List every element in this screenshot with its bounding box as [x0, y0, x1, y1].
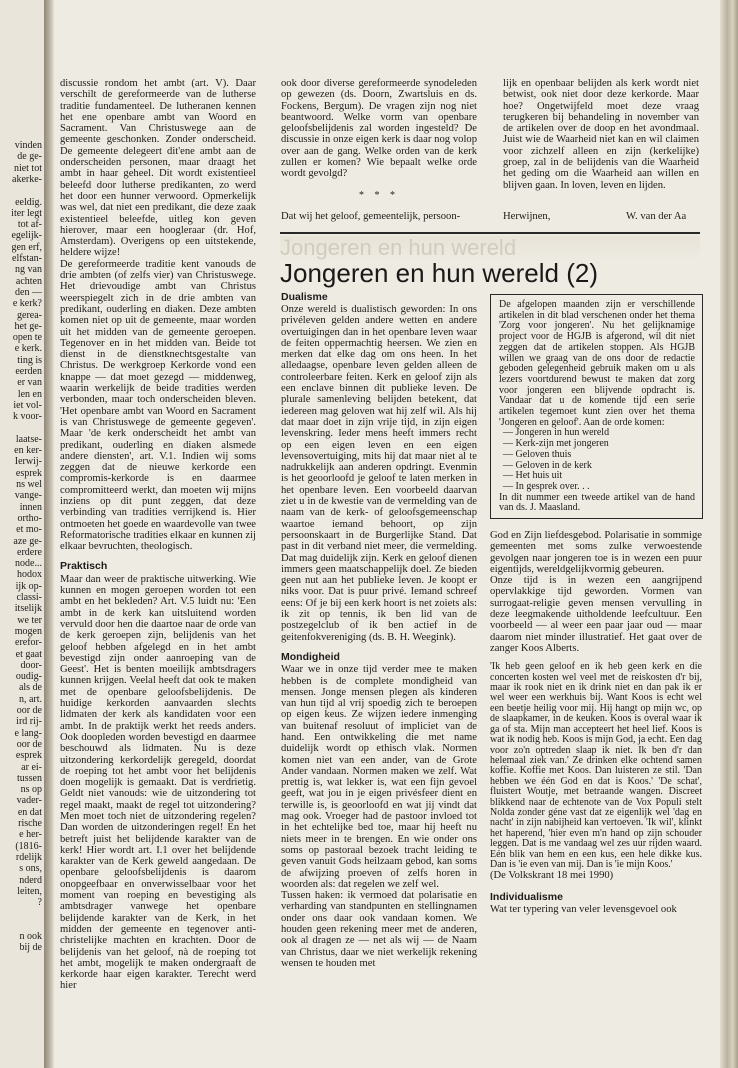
subheading-dualisme: Dualisme — [281, 291, 328, 303]
list-item: — Geloven thuis — [503, 448, 572, 460]
previous-page-line: als de — [18, 682, 42, 694]
previous-page-line: Ierwij- — [14, 456, 42, 468]
quote-source: (De Volkskrant 18 mei 1990) — [490, 870, 614, 882]
box-outro: In dit nummer een tweede artikel van de hand van ds. J. Maasland. — [499, 491, 695, 514]
list-item: — Jongeren in hun wereld — [503, 427, 610, 439]
previous-page-line: open te — [12, 332, 42, 344]
previous-page-line: oudig- — [15, 671, 42, 683]
previous-page-line: ortho- — [17, 512, 42, 524]
previous-page-line: e her- — [19, 829, 42, 841]
previous-page-line: achten — [15, 275, 42, 287]
page-edge — [720, 0, 738, 1068]
article-title: Jongeren en hun wereld (2) — [280, 258, 598, 288]
list-item: — Geloven in de kerk — [503, 459, 592, 471]
previous-page-line: vange- — [14, 490, 42, 502]
box-intro: De afgelopen maanden zijn er verschillende artikelen in dit blad verschenen onder het thema 'Zorg voor jongeren'. Nu het gelijknamige project voor de HGJB is afgerond, wil dit niet zeggen dat de artikelen stoppen. Als HGJB willen we graag van de ons door de redactie geboden gelegenheid gebruik maken om u als lezers voortdurend bewust te maken dat zorg voor jongeren een blijvende opdracht is. Vandaar dat u de komende tijd een serie artikelen tegemoet kunt zien over het thema 'Jongeren en geloof'. Aan de orde komen: — [499, 299, 695, 428]
previous-page-line: vinden — [14, 140, 42, 151]
previous-page-line: ng van — [15, 264, 42, 276]
previous-page-line: erdere — [17, 546, 42, 558]
paragraph: Onze tijd is in wezen een aangrijpend opervlakkige tijd geworden. Vormen van surrogaat-religie geven mensen vervulling in deze leegmakende uitholdende leefcultuur. Een voorbeeld — al weer een paar jaar oud — maar daarom niet minder illustratief. Het gaat over de zanger Koos Alberts. — [490, 575, 702, 654]
previous-page-edge — [0, 0, 45, 1068]
subheading-praktisch: Praktisch — [60, 560, 108, 573]
previous-page-line: eerden — [15, 366, 42, 377]
paragraph: Maar dan weer de praktische uitwerking. Wie kunnen en mogen geroepen worden tot een ambt en het bekleden? Art. V.5 luidt nu: 'Een ambt in de kerk kan uitsluitend worden vervuld door hen die daartoe naar de orde van de kerk geroepen zijn, belijdenis van het geloof hebben afgelegd en in het ambt bevestigd zijn onder aanroeping van de Geest'. Het is benten moeilijk ambtsdragers kunnen krijgen. Veelal heeft dat ook te maken met de openbare geloofsbelijdenis. De huidige kerkorden aanvaarden slechts lidmaten der kerk als kandidaten voor een ambt. In de praktijk werkt het reeds anders. Ook doopleden worden bevestigd en daarmee beschouwd als lidmaten. Nu is deze uitzondering kerkordelijk geregeld, doordat de roeping tot het ambt voor het belijdenis doen mogelijk is gemaakt. Dat is verdrietig. Geldt niet vanouds: wie de uitzondering tot regel maakt, maakt de regel tot uitzondering? Men moet toch niet de uitzondering regelen? Dan worden de uitzonderingen regel! En het betreft juist het belijdende karakter van de kerk! Hier wordt art. I.1 over het belijdende karakter van de Kerk geweld aangedaan. De openbare geloofsbelijdenis is daarom onopgeefbaar en onverwisselbaar voor het moment van roeping en bevestiging als ambtsdrager vanwege het openbare belijdende karakter van de Kerk, in het midden der gemeente en tegenover anti-christelijke machten en krachten. Door de belijdenis van het geloof, nà de roeping tot het ambt, mogelijk te maken ondergraaft de kerkorde haar eigen karakter. Terecht werd hier — [60, 573, 256, 992]
previous-page-line: aze ge- — [13, 535, 42, 547]
previous-page-line: door- — [20, 659, 42, 671]
column-middle-top — [281, 78, 477, 213]
topic-list — [499, 428, 695, 492]
quote: 'Ik heb geen geloof en ik heb geen kerk en die concerten kosten wel veel met de reiskosten d'r bij, maar ik rook niet en ik drink niet en dan pak ik er wel weer een werkhuis bij. Want Koos is echt wel een beetje heilig voor mij. Hij hangt op mijn wc, op de slaapkamer, in de keuken. Koos is overal waar ik ga of sta. Mijn man accepteert het heel lief. Koos is wat ik nodig heb. Koos is mijn God, ja echt. Een dag voor zo'n optreden slaap ik niet. Ik ben d'r dan helemaal ziek van.' Ze drinken elke ochtend samen koffie. Koffie met Koos. Dan luisteren ze stil. 'Dan hebben we één God en dat is Koos.' 'De schat', fluistert Woutje, met betraande wangen. Discreet blikkend naar de echtenote van de Vox Populi stelt Nolda zonder géne vast dat ze eigenlijk wel 'dag en nacht' in zijn nabijheid kan vertoeven. 'Ik wil', klinkt het haperend, 'hier even m'n hand op zijn schouder leggen. Dat is me vandaag wel zes uur rijden waard. Eén blik van hem en een kus, een hele dikke kus. Dan is 'ie even van mij. Dan is 'ie mijn Koos.' — [490, 661, 702, 870]
previous-page-line: egelijk- — [11, 230, 42, 242]
previous-page-line: iet vol- — [13, 399, 42, 411]
paragraph: God en Zijn liefdesgebod. Polarisatie in sommige gemeenten met soms zulke verwoestende gevolgen naar jongeren toe is in wezen een puur eigentijds, wereldgelijkvormig gebeuren. — [490, 530, 702, 575]
previous-page-line: en dat — [17, 806, 42, 818]
previous-page-line: e kerk. — [14, 343, 42, 355]
column-middle-foot: Dat wij het geloof, gemeentelijk, persoon- — [281, 211, 461, 222]
paragraph: discussie rondom het ambt (art. V). Daar verschilt de gereformeerde van de lutherse traditie fundamenteel. De lutheranen kennen het ene openbare ambt van Woord en Sacrament. Van Christuswege aan de gemeente geschonken. Zonder onderscheid. De gemeente delegeert dit'ene ambt aan de onderscheiden personen, maar draagt het ambt in haar geheel. Dit wordt existentieel beleefd door lutherse predikanten, zo werd het door een hunner verwoord. Opmerkelijk was wel, dat niet een predikant, die deze zaak existentieel beleefde, uitleg kon geven hierover, maar een hoogleraar (dr. Hof, Amsterdam). Overigens op een uitstekende, heldere wijze! — [60, 78, 256, 259]
previous-page-line: node... — [15, 558, 42, 570]
subheading-individualisme: Individualisme — [490, 890, 563, 903]
previous-page-line: esprek — [15, 750, 42, 762]
subheading-mondigheid: Mondigheid — [281, 650, 340, 663]
previous-page-line: elfstan- — [12, 253, 42, 264]
previous-page-line: (1816- — [15, 840, 42, 852]
previous-page-line: rische — [18, 818, 42, 829]
previous-page-line: ar ei- — [21, 761, 42, 773]
previous-page-line: len en — [17, 388, 42, 400]
previous-page-line: innen — [19, 501, 42, 513]
previous-page-line: ? — [37, 897, 42, 909]
previous-page-line: den — — [15, 286, 42, 298]
previous-page-line: n, art. — [18, 693, 42, 705]
previous-page-line: laatse- — [15, 433, 42, 445]
previous-page-line: mogen — [14, 625, 42, 637]
previous-page-line: esprek — [15, 467, 42, 479]
column-left — [60, 78, 256, 992]
previous-page-line: k voor- — [13, 411, 42, 423]
previous-page-line: ns op — [20, 784, 42, 796]
previous-page-line: en ker- — [14, 445, 42, 457]
previous-page-line: et gaat — [15, 648, 42, 660]
previous-page-line: het ge- — [14, 320, 42, 332]
previous-page-line: hodox — [17, 569, 42, 581]
place-name: Herwijnen, — [503, 211, 551, 222]
previous-page-line: iter legt — [11, 207, 42, 219]
book-spine — [44, 0, 54, 1068]
previous-page-line: er van — [17, 377, 42, 389]
section-separator: * * * — [359, 189, 399, 201]
column-right-top — [503, 78, 699, 191]
paragraph: Onze wereld is dualistisch geworden: In ons privéleven gelden andere wetten en andere overtuigingen dan in het openbare leven waar de feiten oppermachtig heersen. We zien en merken dat elke dag om ons heen. In het alledaagse, openbare leven gelden alleen de controleerbare feiten. Kerk en geloof zijn als een enclave binnen dit publieke leven. De plurale samenleving belijden betekent, dat iedereen mag geloven wat hij zelf wil. Als hij dat maar doet in zijn vrije tijd, in zijn eigen levenskring. Ieder mens heeft immers recht op een eigen leven en een eigen levensovertuiging, mits hij dat maar niet al te nadrukkelijk aan anderen opdringt. Evenmin is het geoorloofd je geloof te laten merken in het openbare leven. Een voorbeeld daarvan ziet u in de kwestie van de vermelding van de naam van de kerk- of geloofsgemeenschap waartoe iemand behoort, op zijn persoonskaart in de Burgerlijke Stand. Dat past in dit verband niet meer, die vermelding. Dat mag duidelijk zijn. Kerk en geloof dienen immers geen maatschappelijk doel. Ze bieden geen nut aan het publieke leven. Je koopt er niks voor. Dat is puur privé. Iemand schreef eens: Of je bij een kerk hoort is net zoiets als: ik zit op tennis, ik ben lid van de postzegelclub of ik ben actief in de geitenfokvereniging (ds. B. H. Weegink). — [281, 304, 477, 643]
paragraph: Waar we in onze tijd verder mee te maken hebben is de complete mondigheid van mensen. Jonge mensen plegen als kinderen van hun tijd al vrij spoedig zich te beroepen op eigen keus. Ze wijzen iedere inmenging van buitenaf resoluut of impliciet van de hand. Een ontwikkeling die met name duidelijk wordt op ethisch vlak. Normen komen niet van een ander, van de Grote Ander vandaan. Normen maken we zelf. Wat prettig is, wat lekker is, wat een fijn gevoel geeft, wat jou in je eigen privésfeer dient en terwille is, is geoorloofd en wat jij vindt dat mag ook. Vroeger had de pastoor invloed tot in het echtelijke bed toe, maar hij heeft nu niets meer in te brengen. En wie onder ons soms op pastoraal bezoek tracht leiding te geven vanuit Gods heilzaam gebod, kan soms de afwijzing proeven of zelfs horen in woorden als: dat regelen we zelf wel. — [281, 664, 477, 890]
previous-page-line: eeldig. — [15, 196, 42, 208]
previous-page-line: ting is — [17, 354, 42, 366]
previous-page-line: oor de — [16, 705, 42, 716]
author-signature: W. van der Aa — [626, 211, 687, 222]
paragraph: Wat ter typering van veler levensgevoel ook — [490, 903, 677, 915]
show-through-text: Jongeren en hun wereld — [280, 236, 700, 260]
previous-page-line: ird rij- — [16, 716, 42, 728]
info-box — [490, 294, 703, 519]
previous-page-line: classi- — [16, 592, 42, 603]
list-item: — Kerk-zijn met jongeren — [503, 438, 609, 450]
list-item: — Het huis uit — [503, 470, 563, 482]
previous-page-line: vader- — [16, 795, 42, 807]
previous-page-line: akerke- — [12, 173, 42, 185]
previous-page-line: e kerk? — [12, 298, 42, 310]
article-column-right — [490, 530, 702, 915]
list-item: — In gesprek over. . . — [503, 480, 590, 492]
divider-rule — [280, 232, 700, 234]
previous-page-line: gerea- — [17, 309, 42, 321]
paragraph: lijk en openbaar belijden als kerk wordt niet betwist, ook niet door deze kerkorde. Maar hoe? Ongetwijfeld moet deze vraag terugkeren bij behandeling in november van de artikelen over de doop en het avondmaal. Juist wie de Waarheid niet kan en wil claimen voor zichzelf alleen en zijn (kerkelijke) groep, zal in de belijdenis van die Waarheid het geding om die Waarheid aan willen en blijven gaan. In loven, leven en lijden. — [503, 78, 699, 191]
previous-page-line: gen erf, — [11, 241, 42, 253]
paragraph: Tussen haken: ik vermoed dat polarisatie en verharding van standpunten en stellingnamen onder ons daar ook vandaan komen. We houden geen rekening meer met de anderen, ook al dragen ze — net als wij — de Naam van Christus, daar we niet werkelijk rekening wensen te houden met — [281, 890, 477, 969]
magazine-page — [54, 0, 720, 1068]
previous-page-line: we ter — [17, 614, 42, 626]
previous-page-line: s ons, — [19, 863, 42, 875]
paragraph: De gereformeerde traditie kent vanouds de drie ambten (of zelfs vier) van Christuswege. Het drievoudige ambt van Christus weerspiegelt zich in de drie ambten van predikant, ouderling en diaken. Deze ambten komen niet op uit de gemeente, maar worden uit het midden van de gemeente geroepen. Tegenover en in het midden van. Beide tot dienst in de dienstknechtsgestalte van Christus. De werkgroep Kerkorde vond een knappe — dat moet gezegd — middenweg, waarin werkelijk de beide tradities werden verbonden, maar toch onderscheiden bleven. 'Het openbare ambt van Woord en Sacrament is van Christuswege de gemeente gegeven'. Maar 'de kerk onderscheidt het ambt van predikant, ouderling en diaken alsmede andere diensten', art. V.1. Indien wij soms zeggen dat de nieuwe kerkorde een compromis-kerkorde is en daarmee compromitteerd werkt, dan moeten wij mijns inziens op dit punt zeggen, dat deze verbinding van tradities verrijkend is. Hier ontmoeten het goede en waardevolle van twee Reformatorische tradities elkaar en kunnen zij elkaar bevruchten, theologisch. — [60, 258, 256, 553]
previous-page-line: itselijk — [14, 603, 42, 615]
previous-page-line: ns wel — [16, 479, 42, 490]
paragraph: ook door diverse gereformeerde synodeleden op gewezen (ds. Doorn, Zwartsluis en ds. Fockens, Bergum). De vragen zijn nog niet beantwoord. Welke vorm van openbare geloofsbelijdenis zal worden ingesteld? De discussie in onze eigen kerk is daar nog volop over aan de gang. Welke orden van de kerk zullen er komen? Wie bepaalt welke orde wordt gevolgd? — [281, 78, 477, 180]
previous-page-line: tussen — [17, 772, 42, 784]
previous-page-line: de ge- — [17, 151, 42, 163]
previous-page-line: ijk op- — [15, 580, 42, 592]
previous-page-line: erefor- — [15, 637, 42, 649]
previous-page-line: tot af- — [17, 219, 42, 231]
previous-page-line: rdelijk — [15, 851, 42, 863]
previous-page-line: oor de — [16, 738, 42, 750]
article-column-middle — [281, 304, 477, 969]
previous-page-line: n ook — [19, 931, 42, 942]
previous-page-line: e lang- — [14, 727, 42, 739]
previous-page-line: niet tot — [13, 162, 42, 174]
previous-page-line: bij de — [19, 942, 42, 954]
previous-page-line: nderd — [19, 874, 42, 886]
previous-page-line: leiten, — [17, 885, 42, 897]
previous-page-line: et mo- — [16, 524, 42, 536]
